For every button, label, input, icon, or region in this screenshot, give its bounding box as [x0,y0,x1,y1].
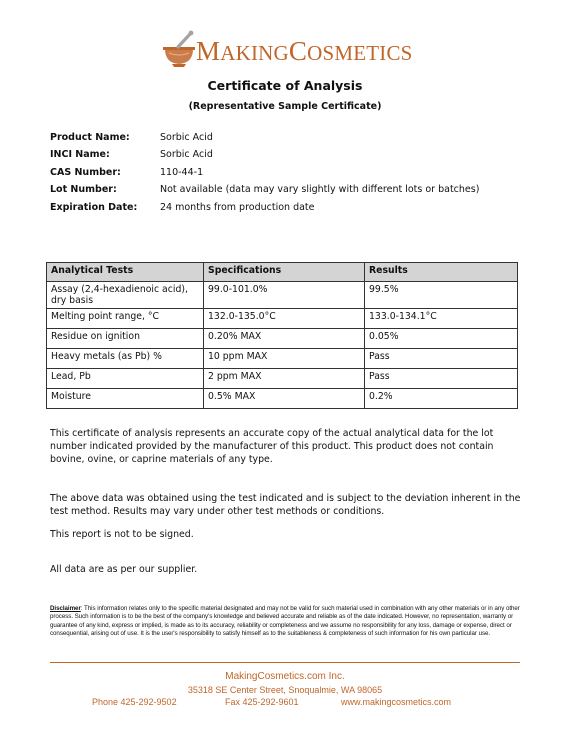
info-row-inci-name [50,149,479,166]
table-row [47,329,518,349]
column-header-results: Results [365,263,518,282]
table-row [47,282,518,309]
test-name: Assay (2,4-hexadienoic acid), dry basis [47,282,204,309]
footer-phone: Phone 425-292-9502 [92,697,177,707]
brand-part-1: AKING [220,41,289,65]
test-result: 99.5% [365,282,518,309]
column-header-tests: Analytical Tests [47,263,204,282]
footer-address: 35318 SE Center Street, Snoqualmie, WA 98065 [187,685,383,695]
info-label: CAS Number: [50,166,121,178]
info-row-expiration-date [50,202,479,219]
test-name: Lead, Pb [47,369,204,389]
product-info [50,132,479,219]
test-specification: 0.20% MAX [204,329,365,349]
info-row-product-name [50,132,479,149]
info-label: Product Name: [50,132,130,143]
info-row-cas-number [50,167,479,184]
mortar-pestle-icon [161,30,197,68]
footer-company: MakingCosmetics.com Inc. [225,671,345,682]
info-value: Not available (data may vary slightly with different lots or batches) [160,184,480,196]
test-name: Melting point range, °C [47,309,204,329]
table-row [47,389,518,409]
document-subtitle: (Representative Sample Certificate) [188,101,382,112]
test-specification: 10 ppm MAX [204,349,365,369]
disclaimer [50,605,525,638]
footer-fax: Fax 425-292-9601 [225,697,299,707]
brand-initial-2: C [288,36,308,66]
table-header-row [47,263,518,282]
info-value: 110-44-1 [160,166,204,178]
supplier-statement: All data are as per our supplier. [50,564,198,575]
info-label: INCI Name: [50,149,110,161]
disclaimer-label: Disclaimer [50,605,81,612]
test-specification: 2 ppm MAX [204,369,365,389]
disclaimer-text: : This information relates only to the specific material designated and may not be valid for such material used in combination with any other materials or in any other process. Such information is to be the best of the company's knowledge and believed accurate and reliable as of the date indicated. However, no representation, warranty or guarantee of any kind, express or implied, is made as to its accuracy, reliability or completeness and we assume no responsibility for any loss, damage or expense, direct or consequential, arising out of use. It is the user's responsibility to satisfy himself as to the suitableness & completeness of such information for his own particular use. [50,605,520,637]
data-method-statement: The above data was obtained using the test indicated and is subject to the deviation inherent in the test method. Results may vary under other test methods or conditions. [50,493,521,517]
signature-statement: This report is not to be signed. [50,529,194,540]
brand-initial-1: M [196,36,221,66]
certificate-statement: This certificate of analysis represents an accurate copy of the actual analytical data for the lot number indicated provided by the manufacturer of this product. This product does not contain bovine, ovine, or caprine materials of any type. [50,428,494,465]
test-name: Heavy metals (as Pb) % [47,349,204,369]
brand-name [196,36,413,67]
table-row [47,309,518,329]
test-result: Pass [365,369,518,389]
test-specification: 99.0-101.0% [204,282,365,309]
test-result: 133.0-134.1°C [365,309,518,329]
test-result: Pass [365,349,518,369]
info-label: Expiration Date: [50,201,138,213]
info-label: Lot Number: [50,184,117,196]
footer-website: www.makingcosmetics.com [341,697,452,707]
test-result: 0.2% [365,389,518,409]
info-row-lot-number [50,184,479,201]
table-row [47,369,518,389]
footer-divider [50,662,520,663]
document-title: Certificate of Analysis [207,78,363,93]
analysis-table [46,262,518,409]
info-value: Sorbic Acid [160,149,213,161]
info-value: Sorbic Acid [160,132,213,143]
test-result: 0.05% [365,329,518,349]
brand-part-2: OSMETICS [307,41,413,65]
test-specification: 0.5% MAX [204,389,365,409]
company-logo [0,30,570,72]
test-name: Residue on ignition [47,329,204,349]
test-name: Moisture [47,389,204,409]
test-specification: 132.0-135.0°C [204,309,365,329]
column-header-specifications: Specifications [204,263,365,282]
info-value: 24 months from production date [160,201,315,213]
table-row [47,349,518,369]
